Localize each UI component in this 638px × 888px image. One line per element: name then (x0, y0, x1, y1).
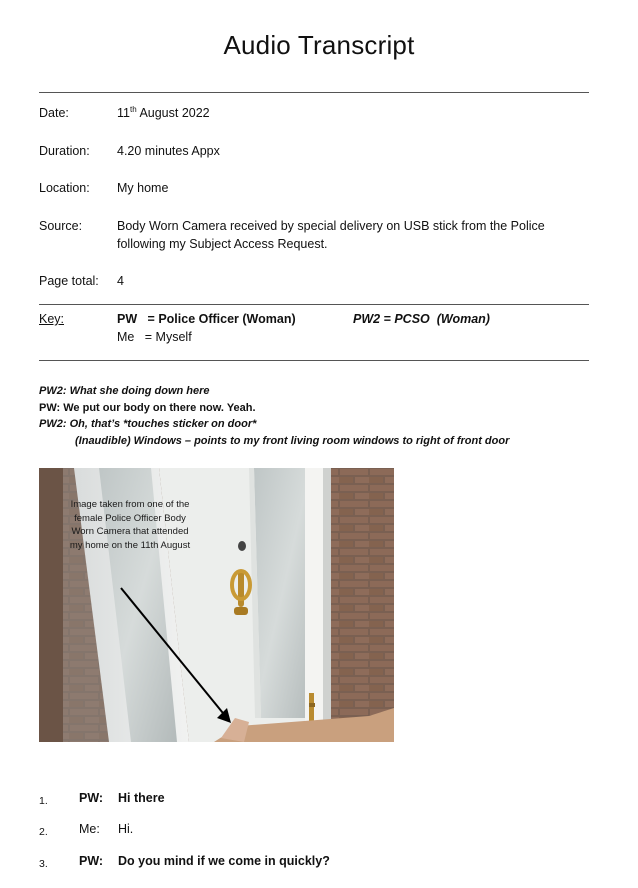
transcript-text: Hi there (118, 791, 165, 805)
date-value (117, 104, 567, 122)
bodycam-photo (39, 468, 394, 742)
transcript-text: Do you mind if we come in quickly? (118, 854, 330, 868)
dialogue-text: What she doing down here (69, 385, 210, 397)
line-number: 3. (39, 858, 48, 870)
line-number: 2. (39, 826, 48, 838)
date-label: Date: (39, 106, 69, 120)
dialogue-line (39, 383, 210, 399)
speaker-label: PW2: (39, 418, 67, 430)
dialogue-line (39, 400, 256, 416)
location-label: Location: (39, 181, 90, 195)
dialogue-text: (Inaudible) Windows – points to my front living room windows to right of front door (75, 435, 510, 447)
transcript-text: Hi. (118, 822, 134, 836)
date-day: 11 (117, 106, 130, 120)
speaker-label: Me: (79, 822, 100, 836)
dialogue-line (75, 433, 509, 449)
key-pw2: PW2 = PCSO (Woman) (353, 312, 490, 326)
divider (39, 92, 589, 93)
duration-value: 4.20 minutes Appx (117, 144, 220, 158)
source-value: Body Worn Camera received by special delivery on USB stick from the Police following my Subject Access Request. (117, 219, 545, 251)
speaker-label: PW: (79, 854, 104, 868)
page-title: Audio Transcript (223, 30, 415, 60)
dialogue-line (39, 416, 256, 432)
photo-caption: Image taken from one of the female Police Officer Body Worn Camera that attended my home on the 11th August (69, 499, 191, 551)
location-value: My home (117, 181, 169, 195)
page-total-value: 4 (117, 274, 124, 288)
date-month-year: August 2022 (136, 106, 210, 120)
speaker-label: PW: (39, 402, 61, 414)
date-suffix: th (129, 105, 137, 114)
speaker-label: PW2: (39, 385, 67, 397)
source-label: Source: (39, 219, 83, 233)
key-me: Me = Myself (117, 330, 192, 344)
dialogue-text: Oh, that’s *touches sticker on door* (69, 418, 257, 430)
duration-label: Duration: (39, 144, 90, 158)
line-number: 1. (39, 795, 48, 807)
divider (39, 360, 589, 361)
page-total-label: Page total: (39, 274, 99, 288)
key-label: Key: (39, 312, 65, 326)
speaker-label: PW: (79, 791, 104, 805)
divider (39, 304, 589, 305)
dialogue-text: We put our body on there now. Yeah. (63, 402, 256, 414)
key-pw: PW = Police Officer (Woman) (117, 312, 296, 326)
